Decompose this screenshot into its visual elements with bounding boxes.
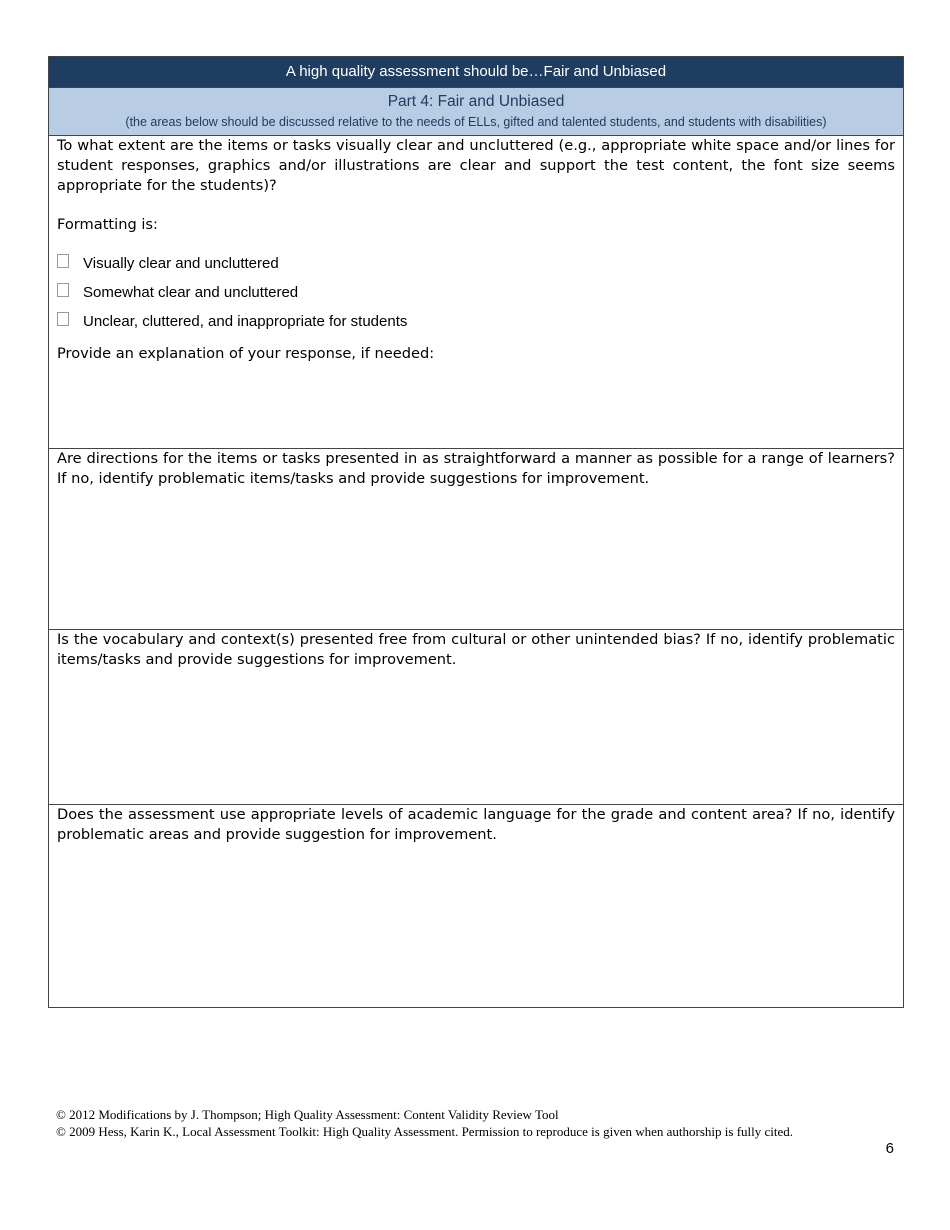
formatting-question: To what extent are the items or tasks visually clear and uncluttered (e.g., appropriate white space and/or lines for student responses, graphics and/or illustrations are clear and support the test content, the font size seems appropriate for the students)? <box>57 137 895 194</box>
option-label: Somewhat clear and uncluttered <box>83 284 299 301</box>
section-formatting <box>49 136 903 449</box>
formatting-prompt: Formatting is: <box>57 216 158 233</box>
academic-language-question: Does the assessment use appropriate levels of academic language for the grade and content area? If no, identify problematic areas and provide suggestion for improvement. <box>57 806 895 843</box>
explanation-prompt: Provide an explanation of your response, if needed: <box>57 345 435 362</box>
section-directions[interactable] <box>49 449 903 630</box>
section-academic-language[interactable] <box>49 805 903 1007</box>
option-somewhat-clear[interactable] <box>57 278 895 307</box>
directions-question: Are directions for the items or tasks presented in as straightforward a manner as possible for a range of learners? If no, identify problematic items/tasks and provide suggestions for improvement. <box>57 450 895 487</box>
option-label: Visually clear and uncluttered <box>83 255 279 272</box>
option-unclear[interactable] <box>57 307 895 336</box>
checkbox[interactable] <box>57 312 69 326</box>
part-title: Part 4: Fair and Unbiased <box>387 93 565 110</box>
footer-line-1: © 2012 Modifications by J. Thompson; High Quality Assessment: Content Validity Review Tool <box>56 1107 559 1122</box>
header-title: A high quality assessment should be…Fair and Unbiased <box>285 63 667 80</box>
footer <box>56 1106 793 1140</box>
checkbox[interactable] <box>57 254 69 268</box>
option-visually-clear[interactable] <box>57 249 895 278</box>
review-table <box>48 56 904 1008</box>
section-vocabulary[interactable] <box>49 630 903 805</box>
vocabulary-question: Is the vocabulary and context(s) presented free from cultural or other unintended bias? If no, identify problematic items/tasks and provide suggestions for improvement. <box>57 631 895 668</box>
page-number: 6 <box>885 1140 894 1157</box>
checkbox[interactable] <box>57 283 69 297</box>
footer-line-2: © 2009 Hess, Karin K., Local Assessment Toolkit: High Quality Assessment. Permission to reproduce is given when authorship is fully cited. <box>56 1124 794 1139</box>
section-subheader <box>49 88 903 136</box>
table-header <box>49 57 903 88</box>
part-note: (the areas below should be discussed relative to the needs of ELLs, gifted and talented students, and students with disabilities) <box>125 115 827 129</box>
option-label: Unclear, cluttered, and inappropriate for students <box>83 313 408 330</box>
